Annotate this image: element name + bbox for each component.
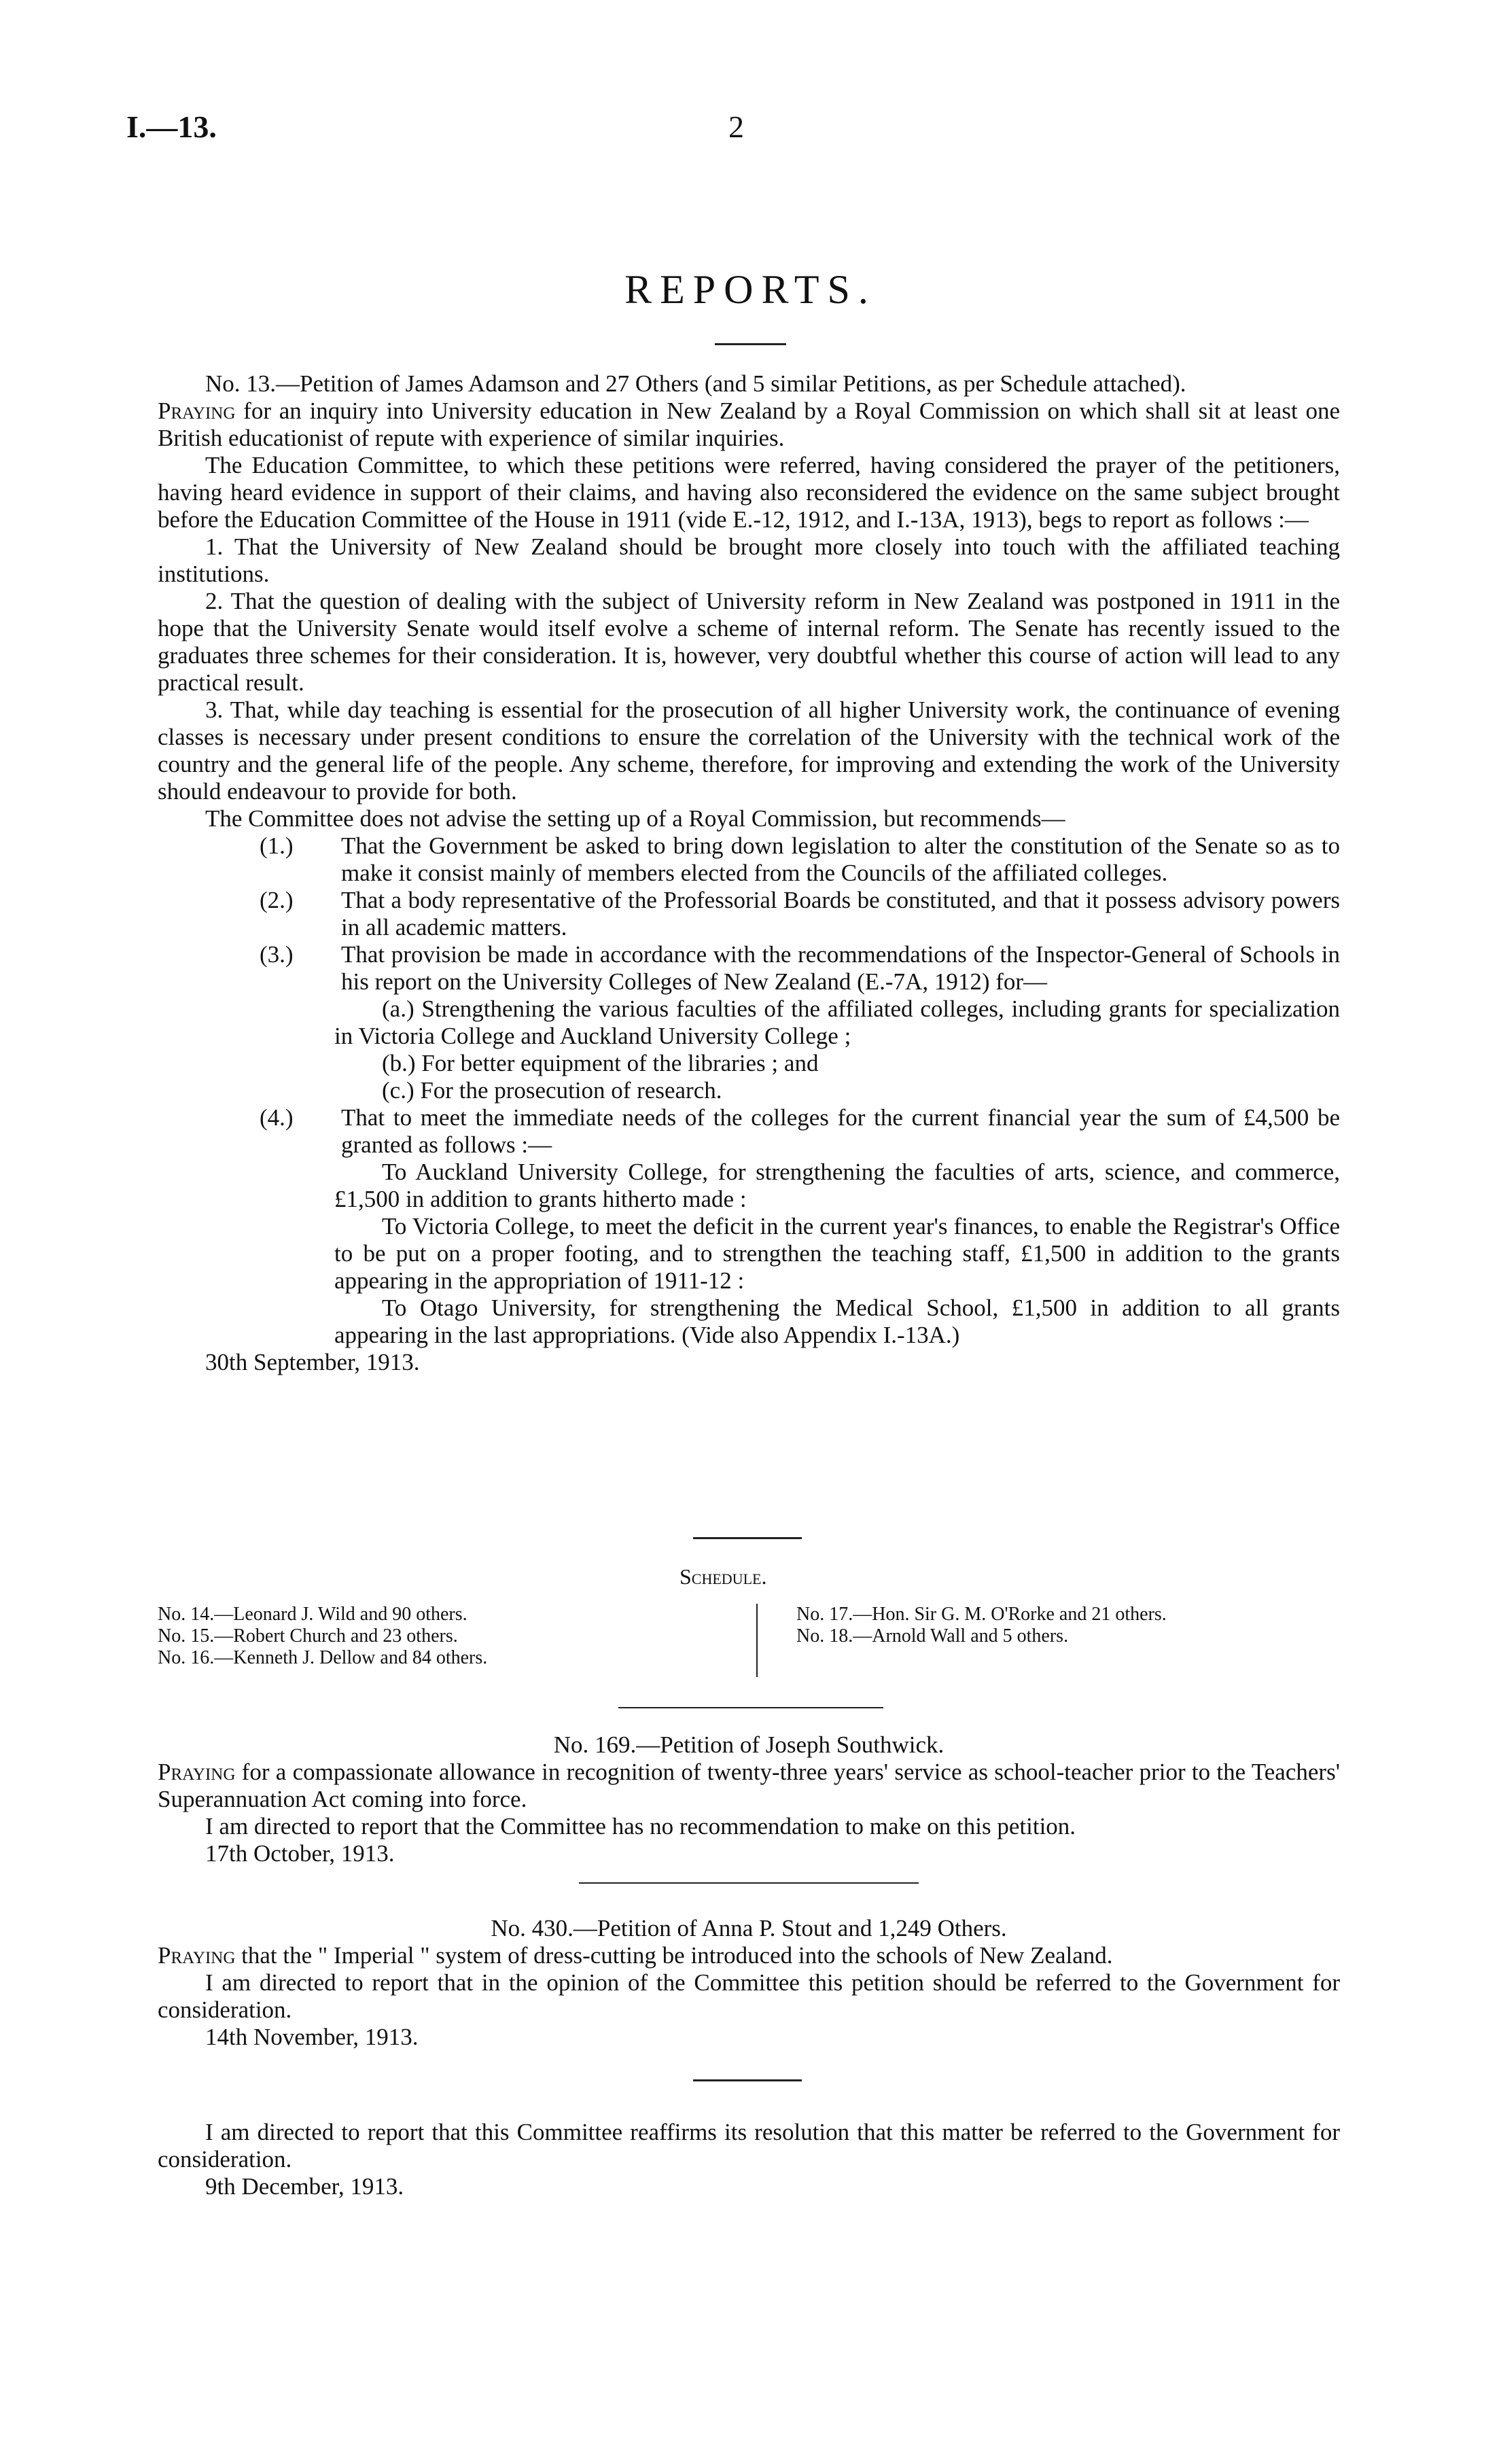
finding-2: 2. That the question of dealing with the subject of University reform in New Zealand was postponed in 1911 in the hope that the University Senate would itself evolve a scheme of internal reform. The Senate has recently issued to the graduates three schemes for their consideration. It is, however, very doubtful whether this course of action will lead to any practical result.	[158, 588, 1340, 696]
petition-169-report: I am directed to report that the Committee has no recommendation to make on this petition.	[205, 1813, 1076, 1840]
reaffirmation-section	[158, 2119, 1340, 2200]
title-rule	[715, 343, 786, 345]
petition-13-date: 30th September, 1913.	[205, 1349, 420, 1375]
schedule-entry: No. 18.—Arnold Wall and 5 others.	[796, 1625, 1069, 1647]
finding-1: 1. That the University of New Zealand should be brought more closely into touch with the affiliated teaching institutions.	[158, 533, 1340, 587]
petition-13-heading: No. 13.—Petition of James Adamson and 27 Others (and 5 similar Petitions, as per Schedule attached).	[205, 370, 1186, 397]
recommends-intro: The Committee does not advise the setting up of a Royal Commission, but recommends—	[205, 805, 1065, 832]
committee-intro: The Education Committee, to which these petitions were referred, having considered the prayer of the petitioners, having heard evidence in support of their claims, and having also reconsidered the evidence on the same subject brought before the Education Committee of the House in 1911 (vide E.-12, 1912, and I.-13A, 1913), begs to report as follows :—	[158, 452, 1340, 533]
petition-430-heading: No. 430.—Petition of Anna P. Stout and 1,249 Others.	[491, 1915, 1007, 1941]
schedule-entry: No. 15.—Robert Church and 23 others.	[158, 1625, 458, 1647]
petition-430-prayer: Praying that the " Imperial " system of dress-cutting be introduced into the schools of New Zealand.	[158, 1942, 1113, 1969]
page-number: 2	[728, 109, 744, 144]
petition-430-report: I am directed to report that in the opinion of the Committee this petition should be referred to the Government for consideration.	[158, 1969, 1340, 2023]
reaffirmation-text: I am directed to report that this Committee reaffirms its resolution that this matter be referred to the Government for consideration.	[158, 2119, 1340, 2172]
petition-13-prayer: Praying for an inquiry into University education in New Zealand by a Royal Commission on which shall sit at least one British educationist of repute with experience of similar inquiries.	[158, 398, 1340, 451]
recommendation-3: (3.) That provision be made in accordance with the recommendations of the Inspector-General of Schools in his report on the University Colleges of New Zealand (E.-7A, 1912) for—	[260, 941, 1340, 995]
schedule-entry: No. 17.—Hon. Sir G. M. O'Rorke and 21 others.	[796, 1604, 1167, 1625]
recommendation-3b: (b.) For better equipment of the libraries ; and	[382, 1050, 819, 1076]
schedule-right-column	[796, 1604, 1167, 1647]
praying-label: Praying	[158, 1759, 236, 1785]
finding-3: 3. That, while day teaching is essential for the prosecution of all higher University work, the continuance of evening classes is necessary under present conditions to ensure the correlation of the University with the technical work of the country and the general life of the people. Any scheme, therefore, for improving and extending the work of the University should endeavour to provide for both.	[158, 697, 1340, 805]
petition-430-date: 14th November, 1913.	[205, 2024, 419, 2050]
recommendation-1: (1.) That the Government be asked to bring down legislation to alter the constitution of the Senate so as to make it consist mainly of members elected from the Councils of the affiliated colleges.	[260, 832, 1340, 886]
schedule-heading: Schedule.	[679, 1564, 767, 1589]
grant-victoria: To Victoria College, to meet the deficit in the current year's finances, to enable the Registrar's Office to be put on a proper footing, and to strengthen the teaching staff, £1,500 in addition to the grants appearing in the appropriation of 1911-12 :	[334, 1213, 1340, 1294]
recommendation-3a: (a.) Strengthening the various faculties of the affiliated colleges, including grants for specialization in Victoria College and Auckland University College ;	[334, 996, 1340, 1049]
praying-label: Praying	[158, 398, 236, 424]
section-rule-4	[693, 2079, 802, 2081]
section-rule-3	[579, 1882, 919, 1884]
petition-169-prayer: Praying for a compassionate allowance in recognition of twenty-three years' service as school-teacher prior to the Teachers' Superannuation Act coming into force.	[158, 1759, 1340, 1812]
petition-169-section	[158, 1731, 1340, 1867]
praying-label: Praying	[158, 1942, 236, 1969]
petition-169-date: 17th October, 1913.	[205, 1840, 395, 1867]
recommendation-3c: (c.) For the prosecution of research.	[382, 1077, 722, 1104]
grant-otago: To Otago University, for strengthening the Medical School, £1,500 in addition to all grants appearing in the last appropriations. (Vide also Appendix I.-13A.)	[334, 1295, 1340, 1348]
recommendation-2: (2.) That a body representative of the Professorial Boards be constituted, and that it possess advisory powers in all academic matters.	[260, 887, 1340, 940]
recommendation-4: (4.) That to meet the immediate needs of the colleges for the current financial year the sum of £4,500 be granted as follows :—	[260, 1104, 1340, 1158]
reaffirmation-date: 9th December, 1913.	[205, 2173, 404, 2200]
page-title: REPORTS.	[624, 267, 877, 312]
petition-430-section	[158, 1915, 1340, 2051]
grant-auckland: To Auckland University College, for strengthening the faculties of arts, science, and commerce, £1,500 in addition to grants hitherto made :	[334, 1159, 1340, 1212]
document-reference: I.—13.	[126, 109, 217, 144]
schedule-entry: No. 14.—Leonard J. Wild and 90 others.	[158, 1604, 467, 1625]
schedule-entry: No. 16.—Kenneth J. Dellow and 84 others.	[158, 1647, 488, 1668]
section-rule-2	[618, 1707, 883, 1708]
schedule-left-column	[158, 1604, 487, 1669]
schedule-divider	[756, 1604, 758, 1677]
petition-13-section	[158, 370, 1340, 1376]
section-rule-1	[693, 1537, 802, 1539]
petition-169-heading: No. 169.—Petition of Joseph Southwick.	[553, 1731, 944, 1758]
